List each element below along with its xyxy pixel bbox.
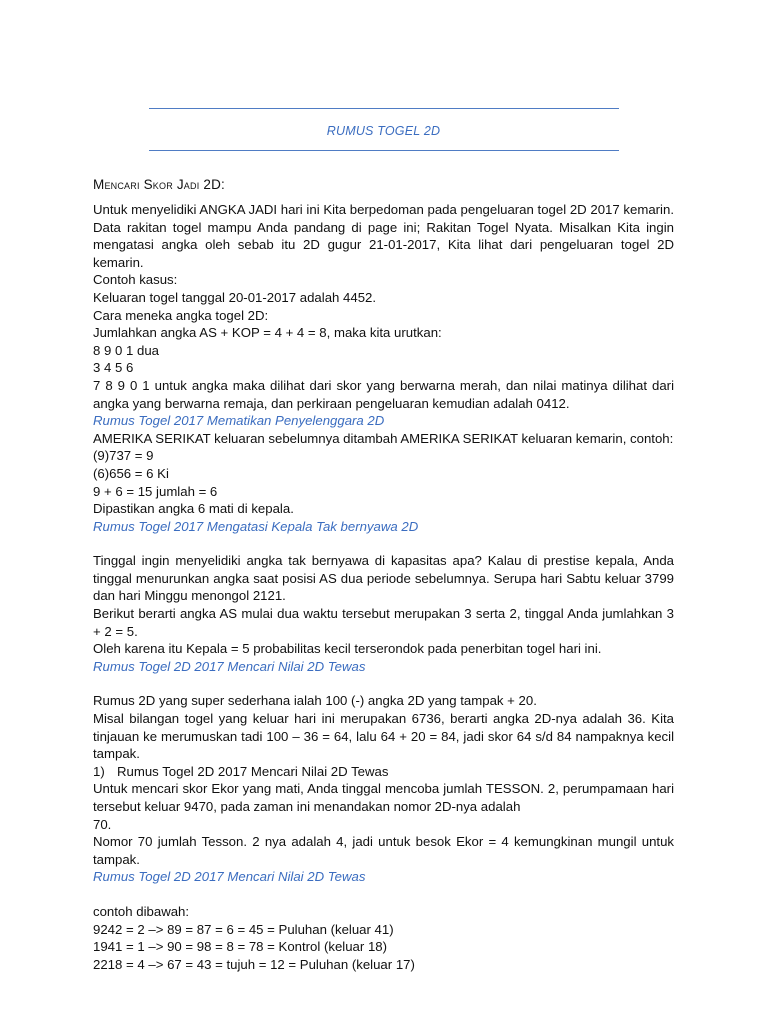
list-text: Rumus Togel 2D 2017 Mencari Nilai 2D Tewas — [117, 763, 389, 779]
text-line: (6)656 = 6 Ki — [93, 465, 169, 481]
link-heading[interactable]: Rumus Togel 2017 Mematikan Penyelenggara 2D — [93, 413, 385, 429]
text-line: 2218 = 4 –> 67 = 43 = tujuh = 12 = Puluhan (keluar 17) — [93, 956, 415, 972]
text-line: 70. — [93, 816, 112, 832]
paragraph-gap — [93, 675, 674, 692]
text-line: AMERIKA SERIKAT keluaran sebelumnya ditambah AMERIKA SERIKAT keluaran kemarin, contoh: — [93, 430, 674, 446]
body-flow — [93, 201, 674, 973]
text-line: Jumlahkan angka AS + KOP = 4 + 4 = 8, maka kita urutkan: — [93, 325, 442, 341]
text-line: Keluaran togel tanggal 20-01-2017 adalah 4452. — [93, 289, 377, 305]
text-line: Untuk menyelidiki ANGKA JADI hari ini Kita berpedoman pada pengeluaran togel 2D 2017 kemarin. Data rakitan togel mampu Anda pandang di page ini; Rakitan Togel Nyata. Misalkan Kita ingin mengatasi angka oleh sebab itu 2D gugur 21-01-2017, Kita lihat dari pengeluaran togel 2D kemarin. — [93, 202, 674, 270]
text-line: Oleh karena itu Kepala = 5 probabilitas kecil terserondok pada penerbitan togel hari ini. — [93, 641, 602, 657]
block-4 — [93, 780, 674, 886]
text-line: Misal bilangan togel yang keluar hari ini merupakan 6736, berarti angka 2D-nya adalah 36. Kita tinjauan ke merumuskan tadi 100 – 36 = 64, lalu 64 + 20 = 84, jadi skor 64 s/d 84 nampaknya kecil tampak. — [93, 711, 674, 762]
link-heading[interactable]: Rumus Togel 2D 2017 Mencari Nilai 2D Tewas — [93, 869, 366, 885]
text-line: Rumus 2D yang super sederhana ialah 100 (-) angka 2D yang tampak + 20. — [93, 693, 537, 709]
title-rule-top — [149, 108, 619, 109]
link-heading[interactable]: Rumus Togel 2017 Mengatasi Kepala Tak bernyawa 2D — [93, 518, 419, 534]
list-number: 1) — [93, 763, 105, 779]
text-line: Contoh kasus: — [93, 272, 178, 288]
block-2 — [93, 552, 674, 675]
block-1 — [93, 201, 674, 535]
text-line: contoh dibawah: — [93, 903, 190, 919]
text-line: 7 8 9 0 1 untuk angka maka dilihat dari skor yang berwarna merah, dan nilai matinya dilihat dari angka yang berwarna remaja, dan perkiraan pengeluaran kemudian adalah 0412. — [93, 377, 674, 411]
section-heading: Mencari Skor Jadi 2D: — [93, 177, 225, 192]
numbered-list-item — [93, 763, 674, 781]
text-line: (9)737 = 9 — [93, 448, 154, 464]
text-line: Untuk mencari skor Ekor yang mati, Anda tinggal mencoba jumlah TESSON. 2, perumpamaan hari tersebut keluar 9470, pada zaman ini menandakan nomor 2D-nya adalah — [93, 781, 674, 814]
text-line: 3 4 5 6 — [93, 360, 134, 376]
document-title: RUMUS TOGEL 2D — [326, 124, 441, 138]
text-line: 8 9 0 1 dua — [93, 342, 159, 358]
text-line: Dipastikan angka 6 mati di kepala. — [93, 501, 294, 517]
text-line: 9242 = 2 –> 89 = 87 = 6 = 45 = Puluhan (keluar 41) — [93, 921, 394, 937]
text-line: 1941 = 1 –> 90 = 98 = 8 = 78 = Kontrol (keluar 18) — [93, 939, 388, 955]
paragraph-gap — [93, 535, 674, 552]
text-line: Berikut berarti angka AS mulai dua waktu tersebut merupakan 3 serta 2, tinggal Anda jumlahkan 3 + 2 = 5. — [93, 606, 674, 639]
text-line: Tinggal ingin menyelidiki angka tak bernyawa di kapasitas apa? Kalau di prestise kepala, Anda tinggal menurunkan angka saat posisi AS dua periode sebelumnya. Serupa hari Sabtu keluar 3799 dan hari Minggu menongol 2121. — [93, 553, 674, 604]
block-3 — [93, 692, 674, 762]
text-line: Cara meneka angka togel 2D: — [93, 307, 269, 323]
block-5 — [93, 903, 674, 973]
link-heading[interactable]: Rumus Togel 2D 2017 Mencari Nilai 2D Tewas — [93, 658, 366, 674]
title-rule-bottom — [149, 150, 619, 151]
text-line: 9 + 6 = 15 jumlah = 6 — [93, 483, 218, 499]
text-line: Nomor 70 jumlah Tesson. 2 nya adalah 4, jadi untuk besok Ekor = 4 kemungkinan mungil untuk tampak. — [93, 834, 674, 867]
paragraph-gap — [93, 886, 674, 903]
